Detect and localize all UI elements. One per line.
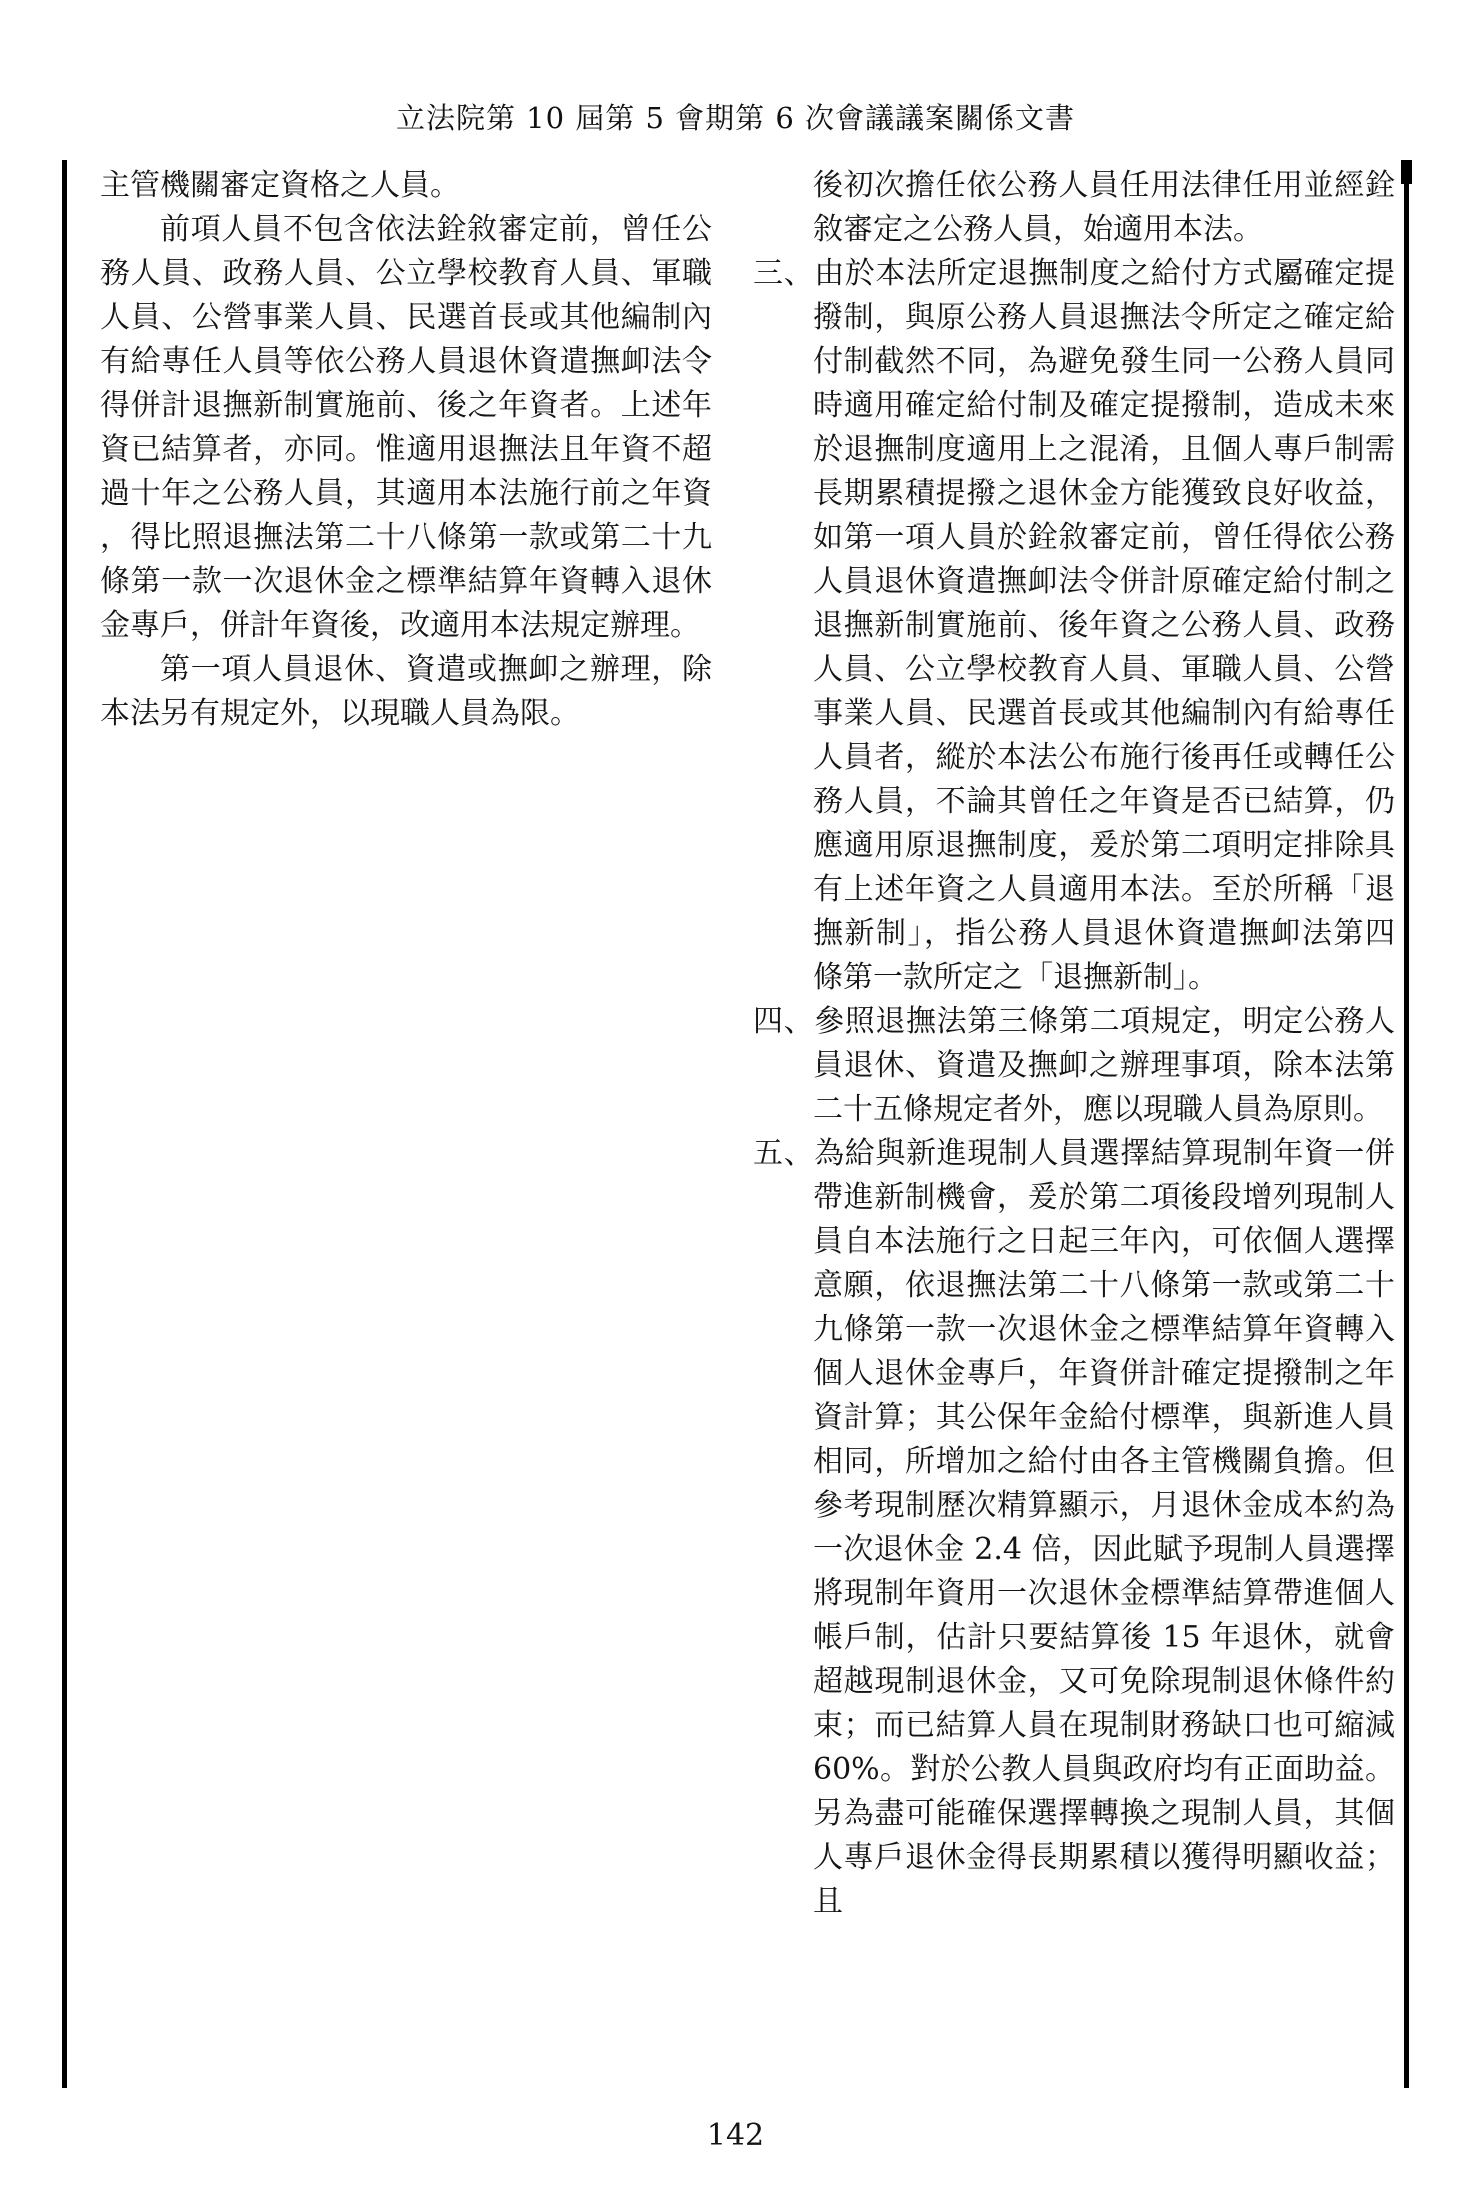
item-text-5: 為給與新進現制人員選擇結算現制年資一併帶進新制機會，爰於第二項後段增列現制人員自本法施行之日起三年內，可依個人選擇意願，依退撫法第二十八條第一款或第二十九條第一款一次退休金之標準結算年資轉入個人退休金專戶，年資併計確定提撥制之年資計算；其公保年金給付標準，與新進人員相同，所增加之給付由各主管機關負擔。但參考現制歷次精算顯示，月退休金成本約為一次退休金 2.4 倍，因此賦予現制人員選擇將現制年資用一次退休金標準結算帶進個人帳戶制，估計只要結算後 15 年退休，就會超越現制退休金，又可免除現制退休條件約束；而已結算人員在現制財務缺口也可縮減 60%。對於公教人員與政府均有正面助益。另為盡可能確保選擇轉換之現制人員，其個人專戶退休金得長期累積以獲得明顯收益；且 — [813, 1136, 1396, 1919]
numbered-item-4 — [753, 1000, 1395, 1132]
item-number-5: 五、 — [753, 1136, 815, 1171]
left-vertical-rule — [62, 160, 67, 2088]
numbered-item-5 — [753, 1132, 1395, 1924]
right-rule-top-cap — [1401, 160, 1412, 184]
right-continuation-paragraph: 後初次擔任依公務人員任用法律任用並經銓敘審定之公務人員，始適用本法。 — [813, 168, 1395, 247]
left-text-column — [100, 164, 712, 736]
left-paragraph-1: 主管機關審定資格之人員。 — [100, 168, 460, 203]
left-paragraph-2: 前項人員不包含依法銓敘審定前，曾任公務人員、政務人員、公立學校教育人員、軍職人員、公營事業人員、民選首長或其他編制內有給專任人員等依公務人員退休資遣撫卹法令得併計退撫新制實施前、後之年資者。上述年資已結算者，亦同。惟適用退撫法且年資不超過十年之公務人員，其適用本法施行前之年資，得比照退撫法第二十八條第一款或第二十九條第一款一次退休金之標準結算年資轉入退休金專戶，併計年資後，改適用本法規定辦理。 — [100, 212, 712, 643]
item-text-4: 參照退撫法第三條第二項規定，明定公務人員退休、資遣及撫卹之辦理事項，除本法第二十五條規定者外，應以現職人員為原則。 — [813, 1004, 1396, 1127]
left-paragraph-3: 第一項人員退休、資遣或撫卹之辦理，除本法另有規定外，以現職人員為限。 — [100, 652, 712, 731]
right-text-column — [753, 164, 1395, 1924]
item-number-3: 三、 — [753, 256, 815, 291]
item-number-4: 四、 — [753, 1004, 815, 1039]
numbered-item-3 — [753, 252, 1395, 1000]
item-text-3: 由於本法所定退撫制度之給付方式屬確定提撥制，與原公務人員退撫法令所定之確定給付制截然不同，為避免發生同一公務人員同時適用確定給付制及確定提撥制，造成未來於退撫制度適用上之混淆，且個人專戶制需長期累積提撥之退休金方能獲致良好收益，如第一項人員於銓敘審定前，曾任得依公務人員退休資遣撫卹法令併計原確定給付制之退撫新制實施前、後年資之公務人員、政務人員、公立學校教育人員、軍職人員、公營事業人員、民選首長或其他編制內有給專任人員者，縱於本法公布施行後再任或轉任公務人員，不論其曾任之年資是否已結算，仍應適用原退撫制度，爰於第二項明定排除具有上述年資之人員適用本法。至於所稱「退撫新制」，指公務人員退休資遣撫卹法第四條第一款所定之「退撫新制」。 — [813, 256, 1396, 995]
page-number: 142 — [706, 2118, 765, 2153]
right-vertical-rule — [1404, 160, 1409, 2088]
document-header-title: 立法院第 10 屆第 5 會期第 6 次會議議案關係文書 — [395, 101, 1076, 135]
